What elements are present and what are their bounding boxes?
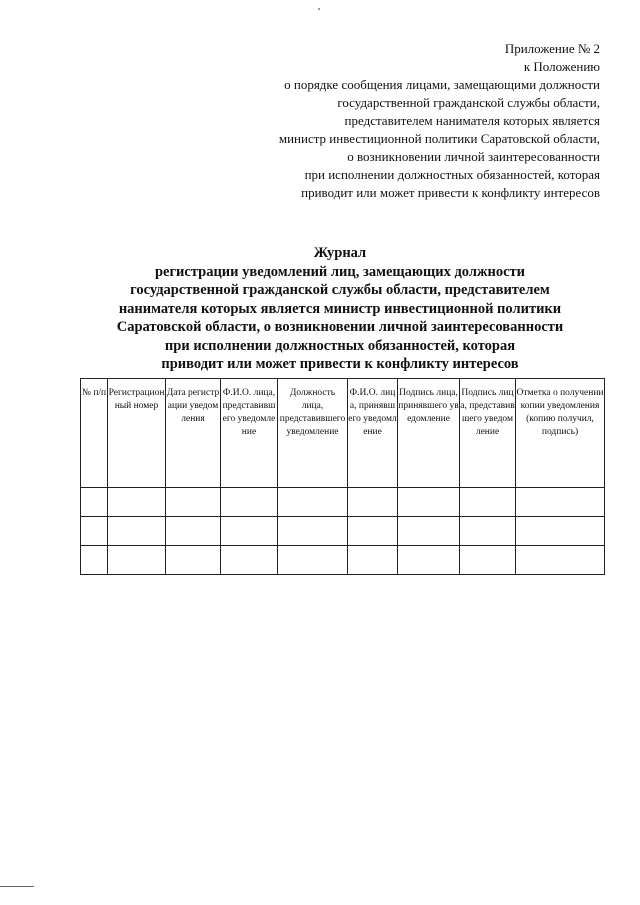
appendix-line: Приложение № 2: [504, 41, 600, 56]
col-header-submitter-signature: Подпись лица, представившего уведомление: [460, 379, 516, 488]
table-cell: [516, 488, 605, 517]
appendix-note: [160, 40, 600, 202]
table-cell: [348, 488, 398, 517]
table-cell: [516, 517, 605, 546]
table-cell: [108, 546, 166, 575]
appendix-line: о порядке сообщения лицами, замещающими должности: [284, 77, 600, 92]
table-cell: [166, 517, 221, 546]
scan-speck: [318, 8, 320, 10]
table-cell: [108, 517, 166, 546]
table-row: [81, 488, 605, 517]
col-header-submitter-position: Должность лица, представившего уведомление: [278, 379, 348, 488]
col-header-reg-date: Дата регистрации уведомления: [166, 379, 221, 488]
appendix-line: приводит или может привести к конфликту интересов: [301, 185, 600, 200]
col-header-submitter-name: Ф.И.О. лица, представившего уведомление: [221, 379, 278, 488]
table-cell: [166, 546, 221, 575]
title-line: при исполнении должностных обязанностей, которая: [164, 337, 516, 354]
table-cell: [81, 517, 108, 546]
table-row: [81, 517, 605, 546]
appendix-line: о возникновении личной заинтересованности: [347, 149, 600, 164]
col-header-receiver-signature: Подпись лица, принявшего уведомление: [398, 379, 460, 488]
journal-title: [80, 244, 600, 374]
appendix-line: к Положению: [523, 59, 600, 74]
table-row: [81, 546, 605, 575]
col-header-reg-number: Регистрационный номер: [108, 379, 166, 488]
col-header-copy-receipt: Отметка о получении копии уведомления (копию получил, подпись): [516, 379, 605, 488]
title-line: Журнал: [313, 245, 367, 261]
table-cell: [221, 517, 278, 546]
title-line: нанимателя которых является министр инвестиционной политики: [118, 300, 562, 317]
journal-table: [80, 378, 605, 575]
table-cell: [278, 488, 348, 517]
table-cell: [460, 546, 516, 575]
table-cell: [221, 546, 278, 575]
appendix-line: представителем нанимателя которых является: [344, 113, 600, 128]
title-line: государственной гражданской службы области, представителем: [130, 282, 550, 298]
table-cell: [108, 488, 166, 517]
table-cell: [398, 517, 460, 546]
title-line: Саратовской области, о возникновении личной заинтересованности: [116, 319, 564, 335]
appendix-line: министр инвестиционной политики Саратовской области,: [278, 131, 600, 146]
title-line: приводит или может привести к конфликту интересов: [161, 356, 519, 372]
table-cell: [398, 546, 460, 575]
table-cell: [460, 488, 516, 517]
table-cell: [166, 488, 221, 517]
table-cell: [81, 546, 108, 575]
appendix-line: государственной гражданской службы области,: [337, 95, 600, 110]
table-cell: [278, 517, 348, 546]
table-cell: [460, 517, 516, 546]
table-cell: [81, 488, 108, 517]
table-cell: [516, 546, 605, 575]
table-cell: [348, 546, 398, 575]
table-cell: [221, 488, 278, 517]
table-cell: [278, 546, 348, 575]
title-line: регистрации уведомлений лиц, замещающих должности: [154, 263, 526, 280]
table-cell: [398, 488, 460, 517]
margin-mark: [0, 886, 34, 887]
appendix-line: при исполнении должностных обязанностей, которая: [304, 167, 600, 182]
table-header-row: [81, 379, 605, 488]
col-header-number: № п/п: [81, 379, 108, 488]
table-cell: [348, 517, 398, 546]
col-header-receiver-name: Ф.И.О. лица, принявшего уведомление: [348, 379, 398, 488]
